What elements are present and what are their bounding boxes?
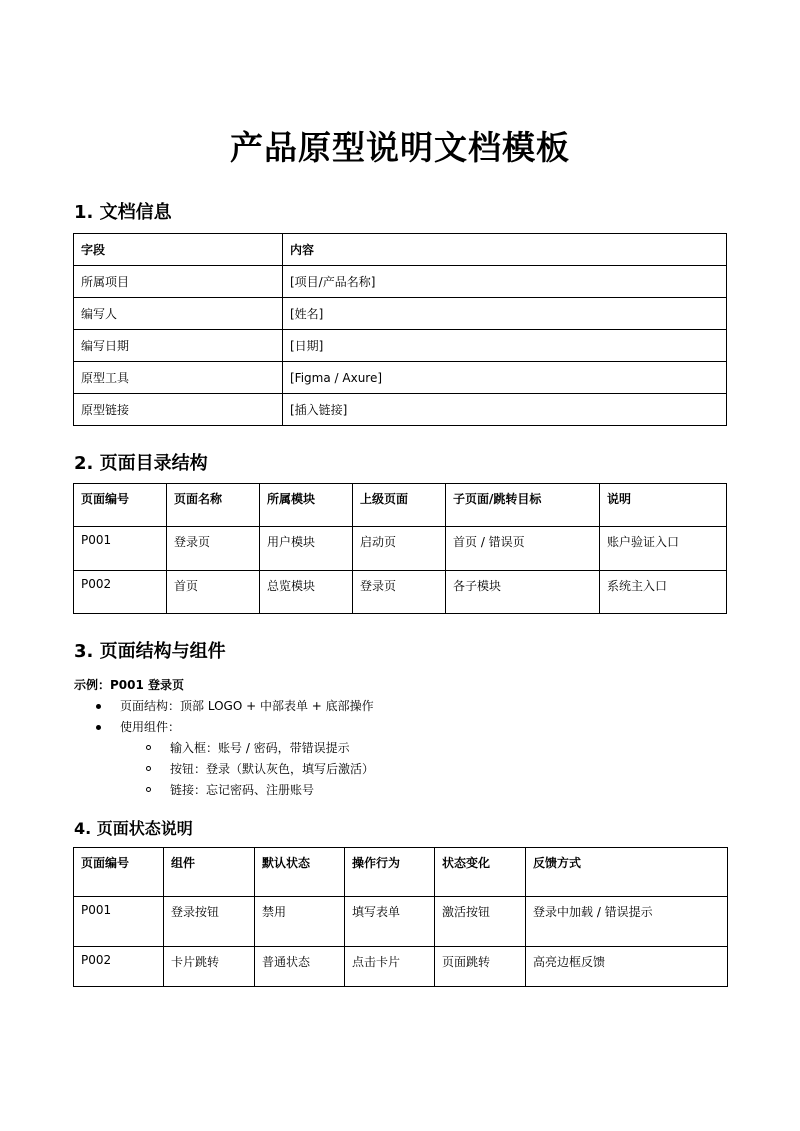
- table-cell: [插入链接]: [283, 394, 727, 426]
- table-cell: 原型链接: [74, 394, 283, 426]
- sub-list-item: [146, 739, 350, 756]
- table-cell: 登录中加载 / 错误提示: [526, 897, 728, 947]
- table-header-cell: 组件: [164, 848, 255, 897]
- bullet-circle-icon: [146, 745, 151, 750]
- table-cell: [姓名]: [283, 298, 727, 330]
- table-cell: 编写日期: [74, 330, 283, 362]
- sub-list-item: [146, 781, 314, 798]
- table-header-cell: 操作行为: [345, 848, 435, 897]
- table-cell: P002: [74, 571, 167, 614]
- table-cell: 卡片跳转: [164, 947, 255, 987]
- bullet-circle-icon: [146, 766, 151, 771]
- table-header-cell: 页面编号: [74, 484, 167, 527]
- table-row: [74, 362, 727, 394]
- table-header-cell: 内容: [283, 234, 727, 266]
- table-cell: 登录页: [167, 527, 260, 571]
- table-cell: 激活按钮: [435, 897, 526, 947]
- table-header-cell: 上级页面: [353, 484, 446, 527]
- table-cell: 原型工具: [74, 362, 283, 394]
- list-item-text: 链接：忘记密码、注册账号: [170, 783, 315, 797]
- table-row: [74, 527, 727, 571]
- table-header-cell: 字段: [74, 234, 283, 266]
- table-cell: P001: [74, 897, 164, 947]
- table-header-cell: 页面名称: [167, 484, 260, 527]
- table-cell: 首页 / 错误页: [446, 527, 600, 571]
- table-cell: [项目/产品名称]: [283, 266, 727, 298]
- sub-list-item: [146, 760, 374, 777]
- bullet-dot-icon: [96, 704, 101, 709]
- table-row: [74, 947, 728, 987]
- table-cell: 普通状态: [255, 947, 345, 987]
- list-item: [96, 718, 180, 735]
- table-header-cell: 说明: [600, 484, 727, 527]
- section-heading-page-directory: 2. 页面目录结构: [74, 453, 208, 474]
- section-heading-page-state: 4. 页面状态说明: [74, 819, 193, 838]
- list-item-text: 按钮：登录（默认灰色，填写后激活）: [170, 762, 375, 776]
- table-cell: 总览模块: [260, 571, 353, 614]
- table-cell: 编写人: [74, 298, 283, 330]
- list-item: [96, 697, 374, 714]
- table-row: [74, 266, 727, 298]
- table-cell: 首页: [167, 571, 260, 614]
- table-cell: P002: [74, 947, 164, 987]
- table-cell: 页面跳转: [435, 947, 526, 987]
- table-row: [74, 571, 727, 614]
- table-cell: P001: [74, 527, 167, 571]
- section-heading-structure-components: 3. 页面结构与组件: [74, 641, 226, 662]
- table-row: [74, 330, 727, 362]
- page-directory-table: [73, 483, 727, 614]
- table-row: [74, 897, 728, 947]
- table-cell: 高亮边框反馈: [526, 947, 728, 987]
- doc-info-table: [73, 233, 727, 426]
- bullet-dot-icon: [96, 725, 101, 730]
- table-cell: 系统主入口: [600, 571, 727, 614]
- table-cell: 登录按钮: [164, 897, 255, 947]
- table-cell: [Figma / Axure]: [283, 362, 727, 394]
- table-header-cell: 子页面/跳转目标: [446, 484, 600, 527]
- table-cell: 点击卡片: [345, 947, 435, 987]
- table-header-cell: 所属模块: [260, 484, 353, 527]
- example-label: 示例：P001 登录页: [74, 678, 185, 692]
- table-header-row: [74, 234, 727, 266]
- table-cell: 用户模块: [260, 527, 353, 571]
- table-header-cell: 页面编号: [74, 848, 164, 897]
- table-header-row: [74, 484, 727, 527]
- table-header-cell: 反馈方式: [526, 848, 728, 897]
- table-cell: 账户验证入口: [600, 527, 727, 571]
- section-heading-doc-info: 1. 文档信息: [74, 202, 172, 223]
- table-cell: 启动页: [353, 527, 446, 571]
- table-row: [74, 298, 727, 330]
- page-title: 产品原型说明文档模板: [230, 128, 570, 167]
- table-header-cell: 状态变化: [435, 848, 526, 897]
- table-header-row: [74, 848, 728, 897]
- table-cell: 登录页: [353, 571, 446, 614]
- table-row: [74, 394, 727, 426]
- table-header-cell: 默认状态: [255, 848, 345, 897]
- bullet-circle-icon: [146, 787, 151, 792]
- table-cell: 所属项目: [74, 266, 283, 298]
- list-item-text: 输入框：账号 / 密码，带错误提示: [170, 741, 350, 755]
- list-item-text: 页面结构：顶部 LOGO + 中部表单 + 底部操作: [120, 699, 374, 713]
- table-cell: [日期]: [283, 330, 727, 362]
- page-state-table: [73, 847, 728, 987]
- list-item-text: 使用组件：: [120, 720, 181, 734]
- table-cell: 禁用: [255, 897, 345, 947]
- table-cell: 各子模块: [446, 571, 600, 614]
- table-cell: 填写表单: [345, 897, 435, 947]
